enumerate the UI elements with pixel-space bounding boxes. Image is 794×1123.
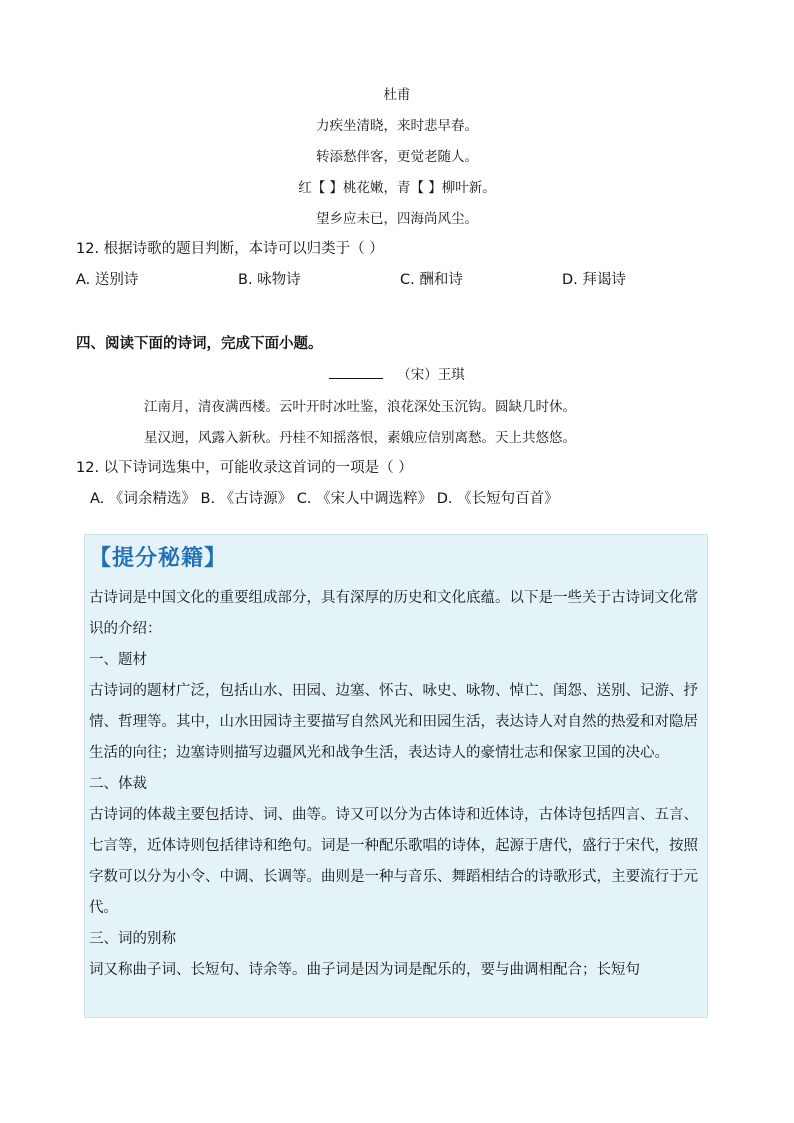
tips-subheading: 三、词的别称 xyxy=(89,931,176,947)
poem-line: 望乡应未已，四海尚风尘。 xyxy=(316,211,478,227)
tips-title: 【提分秘籍】 xyxy=(89,546,228,571)
option-b[interactable]: B. 咏物诗 xyxy=(238,272,301,288)
question-stem: 12. 以下诗词选集中，可能收录这首词的一项是（ ） xyxy=(76,460,413,476)
tips-subheading: 二、体裁 xyxy=(89,776,147,792)
option-d[interactable]: D. 拜谒诗 xyxy=(562,272,626,288)
tips-paragraph: 词又称曲子词、长短句、诗余等。曲子词是因为词是配乐的，要与曲调相配合；长短句 xyxy=(89,962,640,978)
question-stem: 12. 根据诗歌的题目判断，本诗可以归类于（ ） xyxy=(76,241,384,257)
question-options xyxy=(76,268,696,290)
tips-paragraph: 古诗词的体裁主要包括诗、词、曲等。诗又可以分为古体诗和近体诗，古体诗包括四言、五言、七言等，近体诗则包括律诗和绝句。词是一种配乐歌唱的诗体，起源于唐代，盛行于宋代，按照字数可以分为小令、中调、长调等。曲则是一种与音乐、舞蹈相结合的诗歌形式，主要流行于元代。 xyxy=(89,807,698,916)
ci-line: 星汉迥，风露入新秋。丹桂不知摇落恨，素娥应信别离愁。天上共悠悠。 xyxy=(144,430,576,446)
question-options[interactable]: A. 《词余精选》 B. 《古诗源》 C. 《宋人中调选粹》 D. 《长短句百首》 xyxy=(90,491,559,507)
ci-line: 江南月，清夜满西楼。云叶开时冰吐鉴，浪花深处玉沉钩。圆缺几时休。 xyxy=(144,399,576,415)
tips-body xyxy=(89,583,705,986)
poem-line: 红【 】桃花嫩，青【 】柳叶新。 xyxy=(298,180,496,196)
poem-line: 转添愁伴客，更觉老随人。 xyxy=(316,149,478,165)
ci-author: （宋）王琪 xyxy=(397,367,465,383)
tips-paragraph: 古诗词的题材广泛，包括山水、田园、边塞、怀古、咏史、咏物、悼亡、闺怨、送别、记游、抒情、哲理等。其中，山水田园诗主要描写自然风光和田园生活，表达诗人对自然的热爱和对隐居生活的向往；边塞诗则描写边疆风光和战争生活，表达诗人的豪情壮志和保家卫国的决心。 xyxy=(89,683,698,761)
poem-line: 力疾坐清晓，来时悲早春。 xyxy=(316,118,478,134)
poem-author: 杜甫 xyxy=(383,87,411,103)
option-c[interactable]: C. 酬和诗 xyxy=(400,272,463,288)
section-heading: 四、阅读下面的诗词，完成下面小题。 xyxy=(76,336,323,352)
tips-subheading: 一、题材 xyxy=(89,652,147,668)
tips-box xyxy=(84,534,708,1018)
option-a[interactable]: A. 送别诗 xyxy=(76,272,139,288)
tips-paragraph: 古诗词是中国文化的重要组成部分，具有深厚的历史和文化底蕴。以下是一些关于古诗词文化常识的介绍： xyxy=(89,590,698,637)
title-blank[interactable] xyxy=(329,366,383,379)
ci-title xyxy=(0,363,794,383)
